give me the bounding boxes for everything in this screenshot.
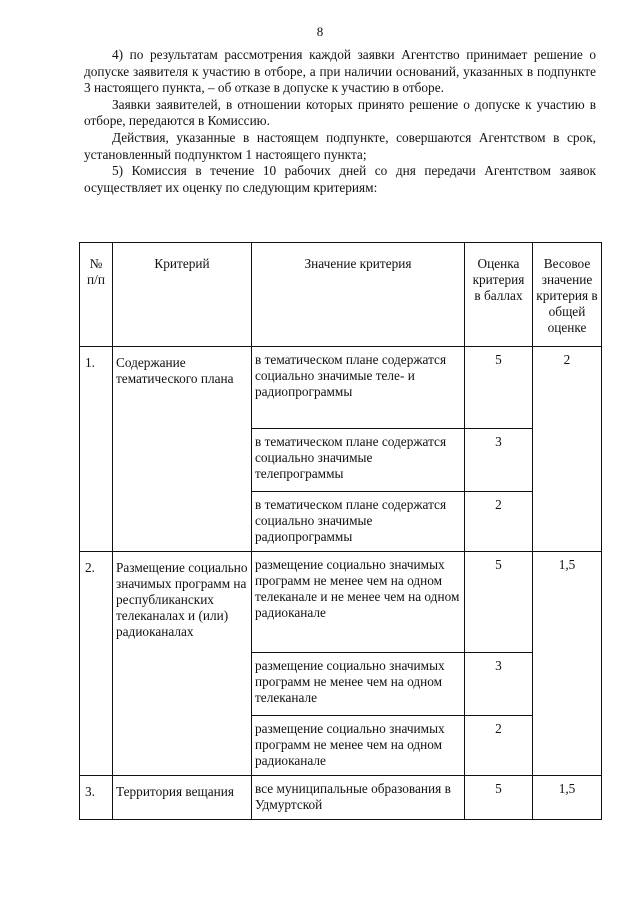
paragraph: Заявки заявителей, в отношении которых принято решение о допуске к участию в отборе, передаются в Комиссию. <box>84 96 596 129</box>
row-number: 3. <box>80 776 113 820</box>
header-num: № п/п <box>80 243 113 347</box>
criterion-weight: 1,5 <box>533 776 602 820</box>
criterion-value: все муниципальные образования в Удмуртской <box>252 776 465 820</box>
criterion-name: Содержание тематического плана <box>113 347 252 552</box>
criterion-score: 5 <box>465 347 533 429</box>
criterion-weight: 1,5 <box>533 552 602 776</box>
page-number: 8 <box>316 24 324 39</box>
criterion-value: размещение социально значимых программ не менее чем на одном радиоканале <box>252 716 465 776</box>
criterion-value: размещение социально значимых программ не менее чем на одном телеканале <box>252 653 465 716</box>
criterion-value: в тематическом плане содержатся социально значимые телепрограммы <box>252 429 465 492</box>
criterion-score: 2 <box>465 716 533 776</box>
table-row <box>80 552 602 653</box>
header-value: Значение критерия <box>252 243 465 347</box>
paragraph: 4) по результатам рассмотрения каждой заявки Агентство принимает решение о допуске заявителя к участию в отборе, а при наличии оснований, указанных в подпункте 3 настоящего пункта, – об отказе в допуске к участию в отборе. <box>84 47 596 96</box>
header-score: Оценка критерия в баллах <box>465 243 533 347</box>
header-weight: Весовое значение критерия в общей оценке <box>533 243 602 347</box>
criterion-name: Размещение социально значимых программ на республиканских телеканалах и (или) радиоканалах <box>113 552 252 776</box>
body-text <box>84 47 596 196</box>
criterion-value: в тематическом плане содержатся социально значимые теле- и радиопрограммы <box>252 347 465 429</box>
criteria-table <box>79 242 602 820</box>
criterion-score: 5 <box>465 776 533 820</box>
criterion-value: в тематическом плане содержатся социально значимые радиопрограммы <box>252 492 465 552</box>
row-number: 1. <box>80 347 113 552</box>
criterion-score: 2 <box>465 492 533 552</box>
table-row <box>80 347 602 429</box>
table-header-row <box>80 243 602 347</box>
paragraph: 5) Комиссия в течение 10 рабочих дней со дня передачи Агентством заявок осуществляет их оценку по следующим критериям: <box>84 163 596 195</box>
criterion-value: размещение социально значимых программ не менее чем на одном телеканале и не менее чем на одном радиоканале <box>252 552 465 653</box>
table-row <box>80 776 602 820</box>
header-criterion: Критерий <box>113 243 252 347</box>
paragraph: Действия, указанные в настоящем подпункте, совершаются Агентством в срок, установленный подпунктом 1 настоящего пункта; <box>84 129 596 162</box>
criterion-score: 5 <box>465 552 533 653</box>
criterion-score: 3 <box>465 653 533 716</box>
criterion-weight: 2 <box>533 347 602 552</box>
row-number: 2. <box>80 552 113 776</box>
criterion-name: Территория вещания <box>113 776 252 820</box>
criterion-score: 3 <box>465 429 533 492</box>
